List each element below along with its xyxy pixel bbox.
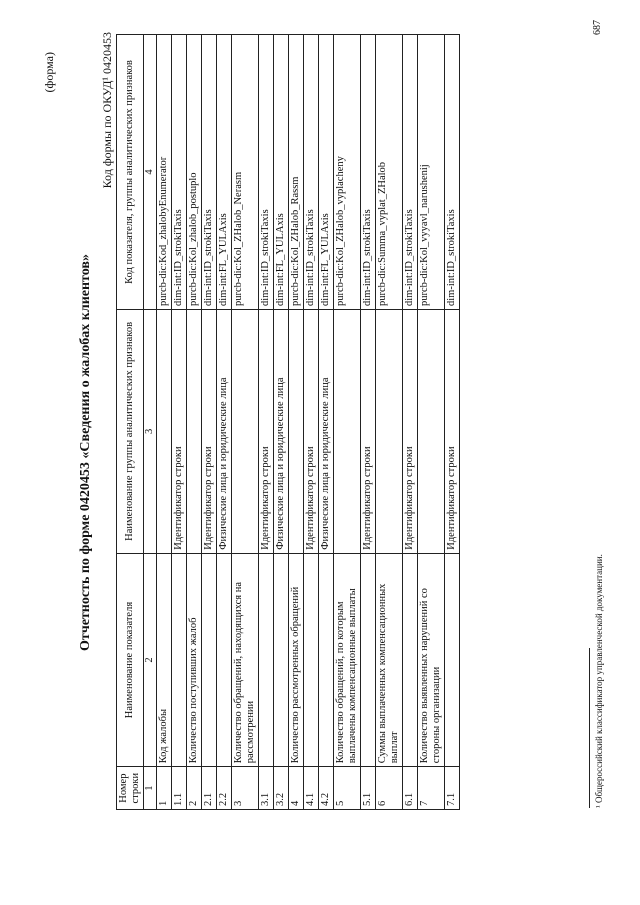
cell-group-name: [418, 310, 445, 554]
footnote-divider: [589, 648, 590, 808]
cell-indicator-name: [217, 553, 232, 767]
cell-row-number: 3: [232, 767, 259, 810]
footnote: ¹ Общероссийский классификатор управленческой документации.: [594, 554, 604, 808]
cell-group-code: dim-int:ID_strokiTaxis: [172, 35, 187, 310]
table-row: [289, 35, 304, 810]
column-number: 2: [144, 553, 157, 767]
table-row: [403, 35, 418, 810]
cell-group-name: Физические лица и юридические лица: [274, 310, 289, 554]
table-row: [319, 35, 334, 810]
page-number: 687: [592, 20, 603, 35]
cell-indicator-name: [304, 553, 319, 767]
cell-indicator-name: [202, 553, 217, 767]
cell-group-code: purcb-dic:Kol_zhalob_postuplo: [187, 35, 202, 310]
cell-group-name: Физические лица и юридические лица: [217, 310, 232, 554]
cell-group-code: dim-int:FL_YULAxis: [274, 35, 289, 310]
cell-group-name: Идентификатор строки: [445, 310, 460, 554]
cell-row-number: 5.1: [361, 767, 376, 810]
cell-row-number: 2: [187, 767, 202, 810]
cell-indicator-name: [361, 553, 376, 767]
cell-indicator-name: [445, 553, 460, 767]
table-row: [418, 35, 445, 810]
table-row: [304, 35, 319, 810]
table-row: [445, 35, 460, 810]
table-row: [202, 35, 217, 810]
table-row: [334, 35, 361, 810]
cell-row-number: 7: [418, 767, 445, 810]
cell-row-number: 6: [376, 767, 403, 810]
cell-row-number: 3.2: [274, 767, 289, 810]
column-numbers-row: [144, 35, 157, 810]
column-number: 1: [144, 767, 157, 810]
header-group-code: Код показателя, группы аналитических признаков: [117, 35, 144, 310]
cell-indicator-name: [274, 553, 289, 767]
cell-row-number: 5: [334, 767, 361, 810]
cell-group-code: dim-int:ID_strokiTaxis: [259, 35, 274, 310]
cell-indicator-name: Количество рассмотренных обращений: [289, 553, 304, 767]
table-row: [361, 35, 376, 810]
table-row: [172, 35, 187, 810]
cell-group-name: [187, 310, 202, 554]
cell-row-number: 7.1: [445, 767, 460, 810]
cell-group-code: dim-int:FL_YULAxis: [319, 35, 334, 310]
cell-group-code: dim-int:ID_strokiTaxis: [304, 35, 319, 310]
cell-group-name: Идентификатор строки: [172, 310, 187, 554]
cell-group-code: purcb-dic:Kod_zhalobyEnumerator: [157, 35, 172, 310]
cell-group-code: dim-int:ID_strokiTaxis: [361, 35, 376, 310]
table-row: [259, 35, 274, 810]
cell-group-name: [334, 310, 361, 554]
cell-group-code: purcb-dic:Summa_vyplat_ZHalob: [376, 35, 403, 310]
cell-group-code: dim-int:ID_strokiTaxis: [403, 35, 418, 310]
cell-group-name: Идентификатор строки: [202, 310, 217, 554]
column-number: 3: [144, 310, 157, 554]
cell-group-name: [232, 310, 259, 554]
cell-row-number: 2.1: [202, 767, 217, 810]
header-indicator-name: Наименование показателя: [117, 553, 144, 767]
cell-group-code: dim-int:ID_strokiTaxis: [445, 35, 460, 310]
cell-group-name: Физические лица и юридические лица: [319, 310, 334, 554]
cell-group-name: [157, 310, 172, 554]
cell-group-code: dim-int:FL_YULAxis: [217, 35, 232, 310]
cell-group-code: purcb-dic:Kol_ZHalob_Nerasm: [232, 35, 259, 310]
column-number: 4: [144, 35, 157, 310]
cell-group-code: dim-int:ID_strokiTaxis: [202, 35, 217, 310]
header-row-number: Номер строки: [117, 767, 144, 810]
cell-row-number: 4: [289, 767, 304, 810]
cell-group-name: Идентификатор строки: [403, 310, 418, 554]
cell-row-number: 6.1: [403, 767, 418, 810]
cell-indicator-name: Количество выявленных нарушений со стороны организации: [418, 553, 445, 767]
cell-row-number: 4.2: [319, 767, 334, 810]
cell-row-number: 4.1: [304, 767, 319, 810]
cell-indicator-name: [319, 553, 334, 767]
table-row: [217, 35, 232, 810]
table-row: [274, 35, 289, 810]
table-row: [232, 35, 259, 810]
cell-group-name: Идентификатор строки: [361, 310, 376, 554]
cell-row-number: 2.2: [217, 767, 232, 810]
cell-indicator-name: Количество поступивших жалоб: [187, 553, 202, 767]
cell-group-name: [289, 310, 304, 554]
cell-row-number: 1.1: [172, 767, 187, 810]
cell-row-number: 1: [157, 767, 172, 810]
indicators-table: [116, 34, 460, 810]
cell-indicator-name: Суммы выплаченных компенсационных выплат: [376, 553, 403, 767]
cell-indicator-name: [259, 553, 274, 767]
cell-indicator-name: [403, 553, 418, 767]
header-row: [117, 35, 144, 810]
cell-group-name: Идентификатор строки: [304, 310, 319, 554]
form-label: (форма): [42, 52, 56, 93]
cell-indicator-name: Количество обращений, находящихся на рассмотрении: [232, 553, 259, 767]
cell-row-number: 3.1: [259, 767, 274, 810]
cell-group-name: Идентификатор строки: [259, 310, 274, 554]
cell-group-name: [376, 310, 403, 554]
table-row: [157, 35, 172, 810]
header-group-name: Наименование группы аналитических признаков: [117, 310, 144, 554]
cell-group-code: purcb-dic:Kol_vyyavl_narushenij: [418, 35, 445, 310]
table-row: [376, 35, 403, 810]
table-row: [187, 35, 202, 810]
cell-group-code: purcb-dic:Kol_ZHalob_Rassm: [289, 35, 304, 310]
cell-indicator-name: Количество обращений, по которым выплачены компенсационные выплаты: [334, 553, 361, 767]
cell-group-code: purcb-dic:Kol_ZHalob_vyplacheny: [334, 35, 361, 310]
cell-indicator-name: Код жалобы: [157, 553, 172, 767]
okud-code: Код формы по ОКУД¹ 0420453: [100, 32, 114, 189]
page-title: Отчетность по форме 0420453 «Сведения о жалобах клиентов»: [78, 254, 93, 651]
cell-indicator-name: [172, 553, 187, 767]
